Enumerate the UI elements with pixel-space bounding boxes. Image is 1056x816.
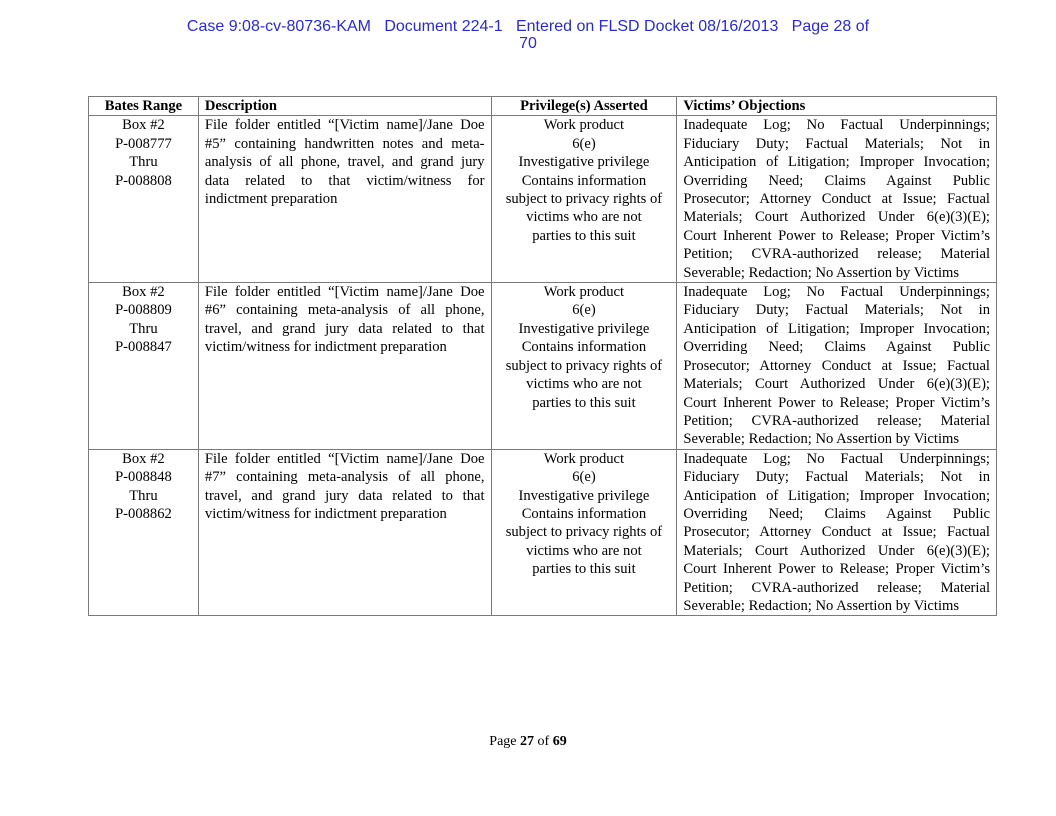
bates-thru: Thru: [129, 320, 158, 337]
bates-range-cell: [89, 449, 199, 616]
table-row: [89, 449, 997, 616]
bates-thru: Thru: [129, 154, 158, 171]
bates-thru: Thru: [129, 487, 158, 504]
docket-header-line1: Case 9:08-cv-80736-KAM Document 224-1 Entered on FLSD Docket 08/16/2013 Page 28 of: [186, 18, 870, 35]
privilege-line: victims who are not: [526, 209, 642, 226]
privilege-line: subject to privacy rights of: [505, 357, 663, 374]
column-header-description: Description: [198, 97, 491, 116]
table-header-row: [89, 97, 997, 116]
privilege-line: Work product: [543, 117, 625, 134]
bates-start: P-008809: [115, 302, 172, 319]
privilege-line: parties to this suit: [532, 227, 636, 244]
page-footer: [0, 734, 1056, 750]
privilege-line: Investigative privilege: [518, 487, 650, 504]
privilege-line: Investigative privilege: [518, 154, 650, 171]
docket-header-line2: 70: [519, 35, 537, 52]
column-header-privileges: Privilege(s) Asserted: [491, 97, 677, 116]
objections-cell: Inadequate Log; No Factual Underpinnings; Fiduciary Duty; Factual Materials; Not in Anticipation of Litigation; Improper Invocation; Overriding Need; Claims Against Public Prosecutor; Attorney Conduct at Issue; Factual Materials; Court Authorized Under 6(e)(3)(E); Court Inherent Power to Release; Proper Victim’s Petition; CVRA-authorized release; Material Severable; Redaction; No Assertion by Victims: [677, 449, 997, 616]
privilege-log-table: [88, 96, 997, 616]
description-cell: File folder entitled “[Victim name]/Jane Doe #6” containing meta-analysis of all phone, travel, and grand jury data related to that victim/witness for indictment preparation: [198, 283, 491, 450]
bates-start: P-008848: [115, 469, 172, 486]
privilege-line: Work product: [543, 450, 625, 467]
table-row: [89, 283, 997, 450]
privilege-line: victims who are not: [526, 376, 642, 393]
description-cell: File folder entitled “[Victim name]/Jane Doe #5” containing handwritten notes and meta-analysis of all phone, travel, and grand jury data related to that victim/witness for indictment preparation: [198, 116, 491, 283]
column-header-bates-range: Bates Range: [89, 97, 199, 116]
objections-cell: Inadequate Log; No Factual Underpinnings; Fiduciary Duty; Factual Materials; Not in Anticipation of Litigation; Improper Invocation; Overriding Need; Claims Against Public Prosecutor; Attorney Conduct at Issue; Factual Materials; Court Authorized Under 6(e)(3)(E); Court Inherent Power to Release; Proper Victim’s Petition; CVRA-authorized release; Material Severable; Redaction; No Assertion by Victims: [677, 116, 997, 283]
privilege-line: subject to privacy rights of: [505, 524, 663, 541]
privilege-line: parties to this suit: [532, 394, 636, 411]
privilege-line: 6(e): [572, 135, 596, 152]
privilege-line: 6(e): [572, 302, 596, 319]
objections-cell: Inadequate Log; No Factual Underpinnings; Fiduciary Duty; Factual Materials; Not in Anticipation of Litigation; Improper Invocation; Overriding Need; Claims Against Public Prosecutor; Attorney Conduct at Issue; Factual Materials; Court Authorized Under 6(e)(3)(E); Court Inherent Power to Release; Proper Victim’s Petition; CVRA-authorized release; Material Severable; Redaction; No Assertion by Victims: [677, 283, 997, 450]
privilege-cell: [491, 449, 677, 616]
bates-start: P-008777: [115, 135, 172, 152]
privilege-line: 6(e): [572, 469, 596, 486]
bates-range-cell: [89, 283, 199, 450]
privilege-cell: [491, 283, 677, 450]
privilege-cell: [491, 116, 677, 283]
privilege-line: victims who are not: [526, 542, 642, 559]
privilege-line: Investigative privilege: [518, 320, 650, 337]
page-number: 27: [520, 734, 535, 749]
privilege-line: parties to this suit: [532, 561, 636, 578]
page-total: 69: [552, 734, 567, 749]
description-cell: File folder entitled “[Victim name]/Jane Doe #7” containing meta-analysis of all phone, travel, and grand jury data related to that victim/witness for indictment preparation: [198, 449, 491, 616]
bates-box: Box #2: [122, 284, 165, 301]
docket-header: [0, 18, 1056, 52]
page-of: of: [534, 734, 553, 749]
column-header-victims-objections: Victims’ Objections: [677, 97, 997, 116]
bates-end: P-008847: [115, 339, 172, 356]
bates-box: Box #2: [122, 117, 165, 134]
bates-range-cell: [89, 116, 199, 283]
privilege-line: Contains information: [521, 172, 647, 189]
privilege-line: subject to privacy rights of: [505, 191, 663, 208]
privilege-line: Contains information: [521, 339, 647, 356]
bates-end: P-008808: [115, 172, 172, 189]
privilege-line: Contains information: [521, 505, 647, 522]
privilege-line: Work product: [543, 284, 625, 301]
bates-box: Box #2: [122, 450, 165, 467]
page-label: Page: [489, 734, 521, 749]
bates-end: P-008862: [115, 505, 172, 522]
table-body: [89, 116, 997, 616]
table-row: [89, 116, 997, 283]
